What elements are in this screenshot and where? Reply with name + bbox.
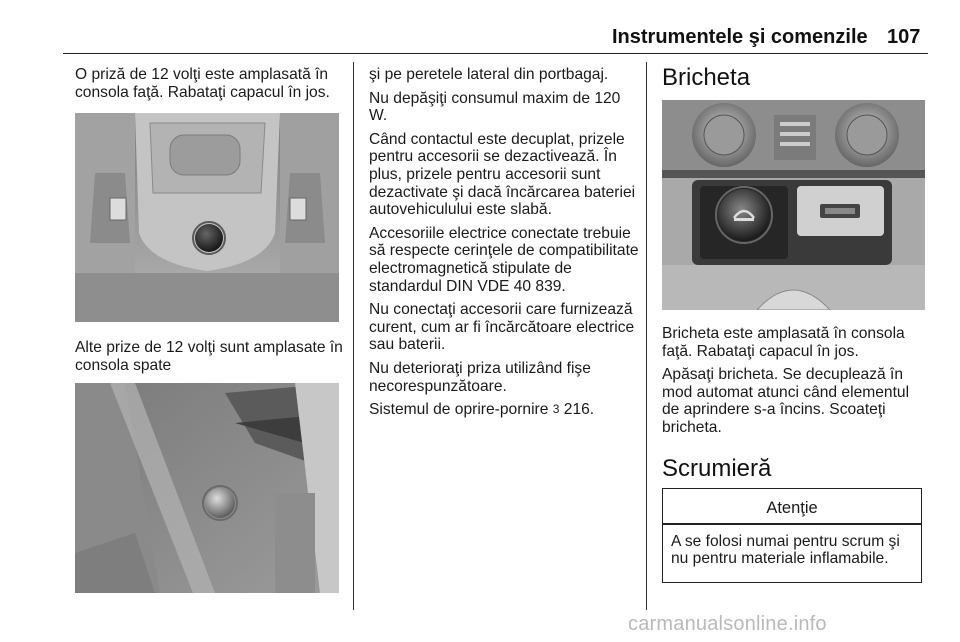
- column-1-text-bottom: [75, 339, 347, 380]
- paragraph-emc-standard: Accesoriile electrice conectate trebuie să respecte cerinţele de compatibilitate electromagnetică stipulate de standardul DIN VDE 40 839.: [369, 224, 639, 295]
- photo-front-console-socket: [75, 113, 339, 322]
- rear-power-socket-icon: [205, 488, 235, 518]
- warning-title: Atenţie: [766, 499, 818, 517]
- paragraph-front-socket: O priză de 12 volţi este amplasată în consola faţă. Rabataţi capacul în jos.: [75, 66, 330, 101]
- column-2-text: [369, 66, 641, 425]
- header-divider: [63, 53, 928, 54]
- power-socket-icon: [195, 224, 223, 252]
- stop-start-page-link[interactable]: 216.: [563, 401, 595, 419]
- stop-start-text: Sistemul de oprire-pornire: [369, 401, 549, 419]
- column-1-text-top: [75, 66, 347, 107]
- page-number: 107: [887, 26, 921, 48]
- page-reference-icon: 3: [552, 402, 560, 417]
- lighter-icon: [718, 189, 770, 241]
- rear-console-illustration: [75, 383, 339, 593]
- paragraph-trunk-socket: şi pe peretele lateral din portbagaj.: [369, 66, 609, 83]
- watermark: carmanualsonline.info: [628, 613, 827, 635]
- paragraph-deactivation: Când contactul este decuplat, prizele pentru accesorii se dezactivează. În plus, prizele pentru accesorii sunt dezactivate şi dacă încărcarea bateriei autovehiculului este slabă.: [369, 130, 636, 219]
- front-console-illustration: [75, 113, 339, 322]
- paragraph-max-consumption: Nu depăşiţi consumul maxim de 120 W.: [369, 89, 621, 125]
- paragraph-lighter-location: Bricheta este amplasată în consola faţă. Rabataţi capacul în jos.: [662, 325, 905, 360]
- heading-cigarette-lighter: Bricheta: [662, 64, 751, 91]
- column-divider-1: [353, 62, 354, 610]
- warning-box: [662, 488, 922, 583]
- column-3-text: [662, 325, 927, 443]
- photo-cigarette-lighter: [662, 100, 925, 310]
- warning-text: A se folosi numai pentru scrum şi nu pentru materiale inflamabile.: [671, 532, 900, 568]
- heading-ashtray: Scrumieră: [662, 455, 772, 482]
- page-header-title: Instrumentele şi comenzile: [612, 26, 868, 48]
- paragraph-stop-start-ref: [369, 401, 641, 419]
- paragraph-no-chargers: Nu conectaţi accesorii care furnizează curent, cum ar fi încărcătoare electrice sau baterii.: [369, 301, 635, 354]
- paragraph-no-damage: Nu deterioraţi priza utilizând fişe necorespunzătoare.: [369, 359, 591, 395]
- paragraph-rear-socket: Alte prize de 12 volţi sunt amplasate în consola spate: [75, 339, 343, 374]
- lighter-illustration: [662, 100, 925, 310]
- column-divider-2: [646, 62, 647, 610]
- photo-rear-console-socket: [75, 383, 339, 593]
- paragraph-lighter-usage: Apăsaţi bricheta. Se decuplează în mod automat atunci când elementul de aprindere s-a încins. Scoateţi bricheta.: [662, 366, 910, 436]
